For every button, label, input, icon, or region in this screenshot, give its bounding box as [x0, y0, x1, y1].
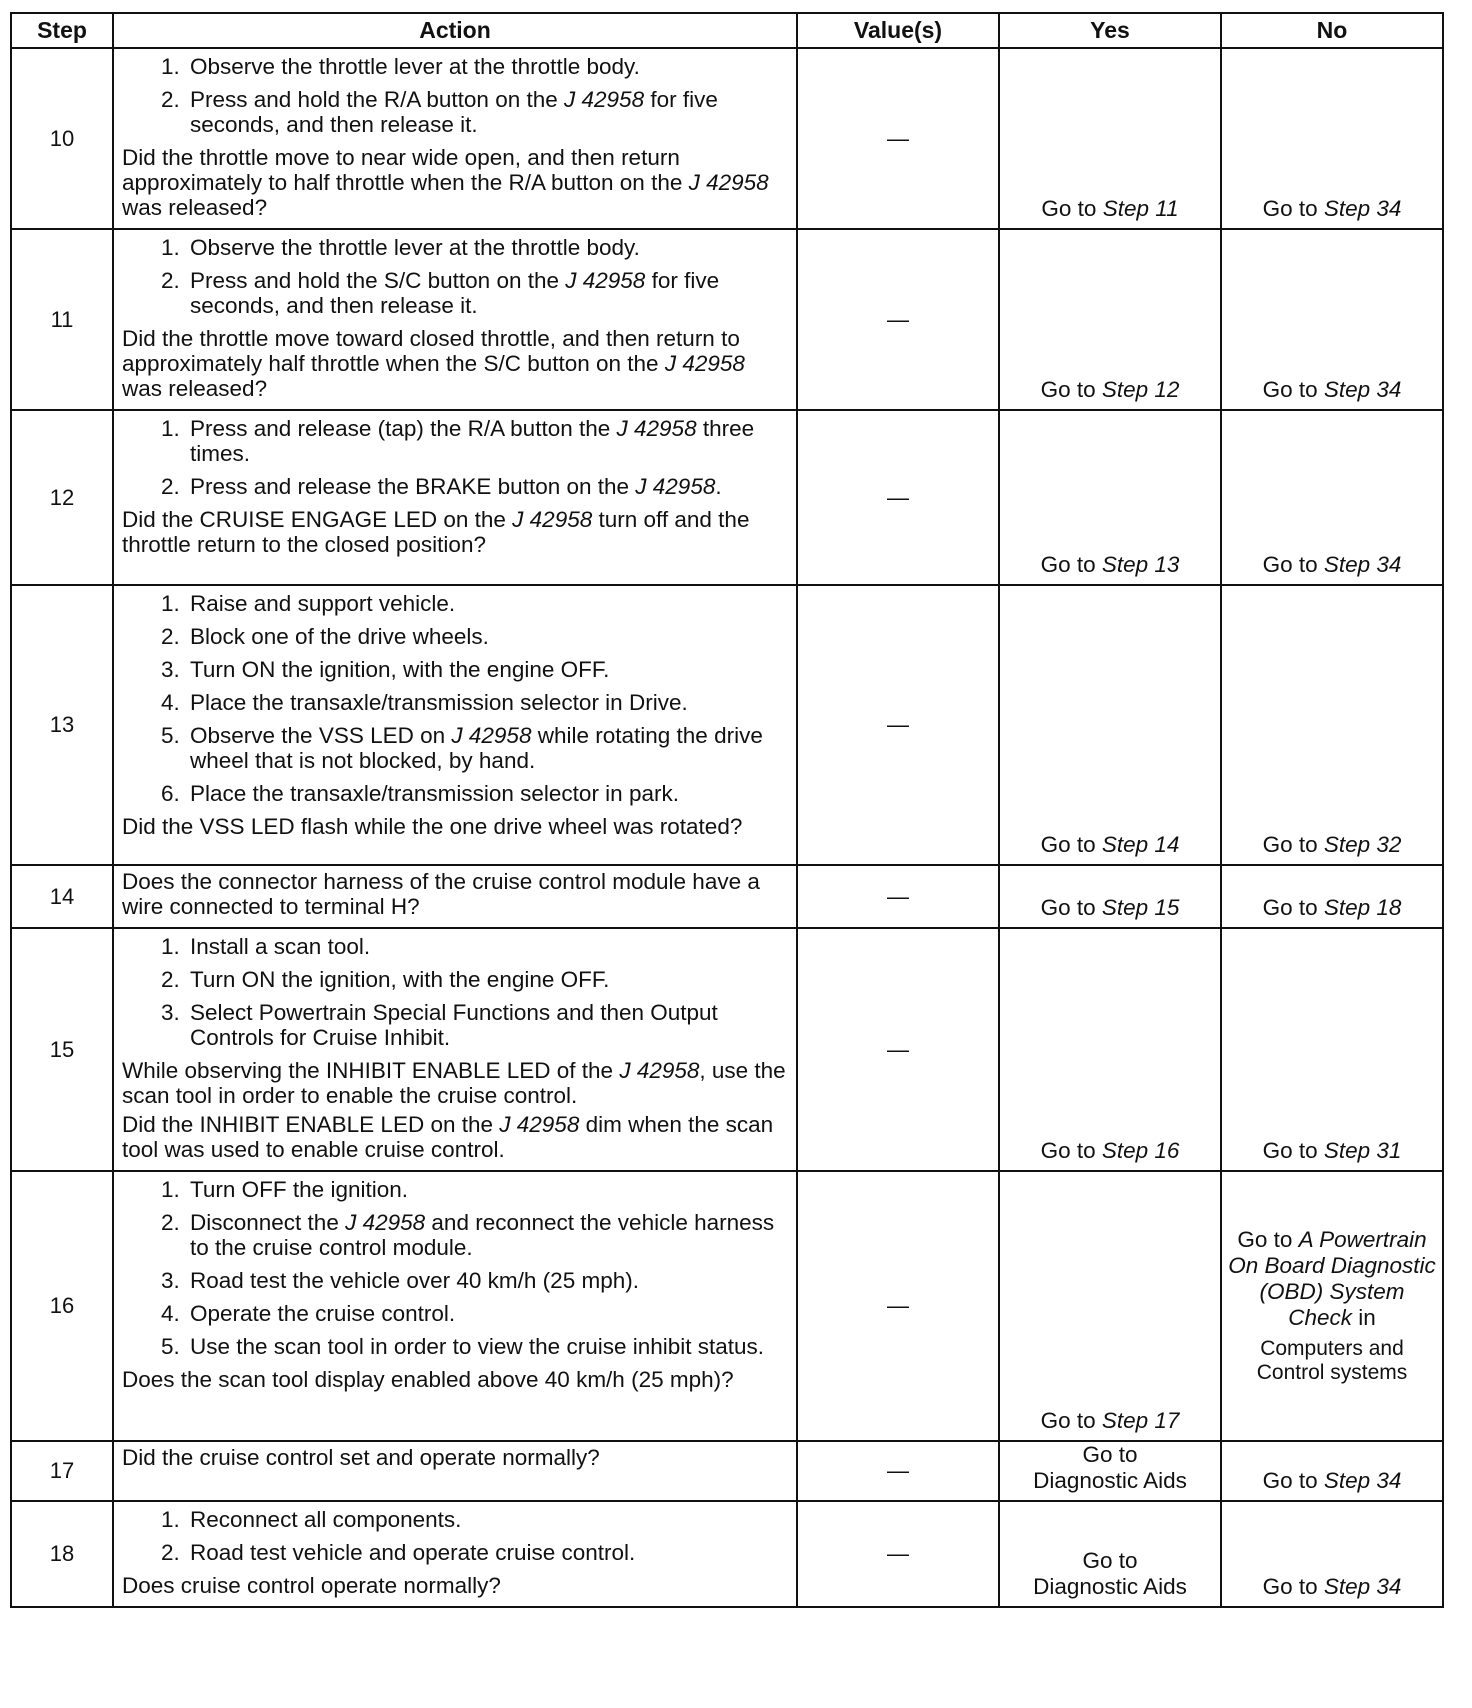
goto-text: Go to [1262, 196, 1318, 221]
question-text: Did the CRUISE ENGAGE LED on the [122, 507, 513, 532]
goto-text: Go to [1262, 1574, 1318, 1599]
item-text: for five seconds, and then release it. [190, 268, 720, 318]
goto-text: Go to [1040, 377, 1096, 402]
no-cell [1221, 585, 1443, 865]
action-list [122, 934, 788, 1050]
table-row [11, 928, 1443, 1171]
action-cell [113, 928, 797, 1171]
item-text: . [715, 474, 722, 499]
question-text: turn off and the throttle return to the closed position? [122, 507, 750, 557]
list-item: 1. Observe the throttle lever at the throttle body. [186, 235, 788, 260]
action-cell [113, 48, 797, 229]
header-no: No [1221, 13, 1443, 48]
action-list [122, 235, 788, 318]
value-cell: — [797, 48, 999, 229]
step-number: 17 [11, 1441, 113, 1501]
list-item [186, 416, 788, 466]
goto-step-link[interactable]: Step 34 [1323, 196, 1402, 221]
item-text: Disconnect the [190, 1210, 346, 1235]
question: Did the cruise control set and operate normally? [122, 1445, 600, 1470]
no-cell [1221, 1441, 1443, 1501]
question: Does cruise control operate normally? [122, 1573, 501, 1598]
question-text: was released? [122, 376, 268, 401]
goto-text: Go to [1237, 1227, 1293, 1252]
item-text: while rotating the drive wheel that is not blocked, by hand. [190, 723, 763, 773]
value-cell: — [797, 229, 999, 410]
step-number: 14 [11, 865, 113, 928]
item-text: Press and hold the R/A button on the [190, 87, 565, 112]
yes-cell [999, 229, 1221, 410]
action-cell [113, 410, 797, 585]
list-item [186, 1210, 788, 1260]
goto-text: Go to [1082, 1548, 1138, 1573]
goto-text: Go to [1040, 895, 1096, 920]
list-item [186, 87, 788, 137]
goto-text: Go to [1262, 1138, 1318, 1163]
no-cell [1221, 1501, 1443, 1607]
section-name: Computers and Control systems [1256, 1337, 1408, 1384]
no-cell [1221, 229, 1443, 410]
value-cell: — [797, 928, 999, 1171]
tool-ref: J 42958 [564, 87, 645, 112]
list-item: 1. Reconnect all components. [186, 1507, 788, 1532]
value-cell: — [797, 1501, 999, 1607]
obd-reference [1226, 1227, 1438, 1385]
item-text: Press and release the BRAKE button on the [190, 474, 636, 499]
table-row [11, 229, 1443, 410]
item-text: three times. [190, 416, 755, 466]
goto-text: Go to [1262, 377, 1318, 402]
action-cell [113, 585, 797, 865]
list-item: 6. Place the transaxle/transmission selector in park. [186, 781, 788, 806]
tool-ref: J 42958 [512, 507, 593, 532]
question: Does the scan tool display enabled above 40 km/h (25 mph)? [122, 1367, 734, 1392]
value-cell: — [797, 585, 999, 865]
tool-ref: J 42958 [345, 1210, 426, 1235]
question-text: Did the throttle move to near wide open, and then return approximately to half throttle when the R/A button on the [122, 145, 689, 195]
list-item: 5. Use the scan tool in order to view the cruise inhibit status. [186, 1334, 788, 1359]
yes-cell [999, 865, 1221, 928]
table-row [11, 585, 1443, 865]
item-text: and reconnect the vehicle harness to the cruise control module. [190, 1210, 775, 1260]
yes-cell [999, 928, 1221, 1171]
table-row [11, 410, 1443, 585]
tool-ref: J 42958 [688, 170, 769, 195]
question [122, 1112, 788, 1162]
header-row [11, 13, 1443, 48]
action-list [122, 591, 788, 806]
list-item [186, 268, 788, 318]
instruction-text: While observing the INHIBIT ENABLE LED of the [122, 1058, 620, 1083]
step-number: 10 [11, 48, 113, 229]
list-item: 4. Operate the cruise control. [186, 1301, 788, 1326]
goto-text: Go to [1262, 895, 1318, 920]
question: Does the connector harness of the cruise control module have a wire connected to terminal H? [122, 869, 760, 919]
list-item: 2. Turn ON the ignition, with the engine OFF. [186, 967, 788, 992]
in-text: in [1352, 1305, 1376, 1330]
goto-text: Go to [1040, 1408, 1096, 1433]
table-row [11, 1501, 1443, 1607]
step-number: 15 [11, 928, 113, 1171]
yes-cell [999, 48, 1221, 229]
diagnostic-table [10, 12, 1444, 1608]
goto-step-link[interactable]: Step 13 [1101, 552, 1180, 577]
step-number: 13 [11, 585, 113, 865]
goto-step-link[interactable]: Step 14 [1101, 832, 1180, 857]
goto-step-link[interactable]: Step 16 [1101, 1138, 1180, 1163]
instruction [122, 1058, 788, 1108]
diagnostic-aids-link[interactable]: Diagnostic Aids [1033, 1574, 1187, 1599]
goto-step-link[interactable]: Step 34 [1323, 552, 1402, 577]
list-item: 3. Select Powertrain Special Functions and then Output Controls for Cruise Inhibit. [186, 1000, 788, 1050]
list-item: 2. Block one of the drive wheels. [186, 624, 788, 649]
question [122, 326, 788, 401]
header-action: Action [113, 13, 797, 48]
step-number: 12 [11, 410, 113, 585]
list-item [186, 474, 788, 499]
goto-text: Go to [1082, 1442, 1138, 1467]
diagnostic-aids-link[interactable]: Diagnostic Aids [1033, 1468, 1187, 1493]
tool-ref: J 42958 [565, 268, 646, 293]
goto-step-link[interactable]: Step 17 [1101, 1408, 1180, 1433]
action-cell [113, 1441, 797, 1501]
step-number: 11 [11, 229, 113, 410]
value-cell: — [797, 1441, 999, 1501]
tool-ref: J 42958 [664, 351, 745, 376]
item-text: Observe the VSS LED on [190, 723, 452, 748]
question-text: Did the INHIBIT ENABLE LED on the [122, 1112, 500, 1137]
action-list [122, 54, 788, 137]
list-item: 3. Road test the vehicle over 40 km/h (25 mph). [186, 1268, 788, 1293]
goto-step-link[interactable]: Step 34 [1323, 1574, 1402, 1599]
goto-text: Go to [1262, 552, 1318, 577]
action-list [122, 1177, 788, 1359]
tool-ref: J 42958 [619, 1058, 700, 1083]
step-number: 18 [11, 1501, 113, 1607]
tool-ref: J 42958 [616, 416, 697, 441]
goto-text: Go to [1040, 1138, 1096, 1163]
question [122, 507, 788, 557]
header-values: Value(s) [797, 13, 999, 48]
list-item: 3. Turn ON the ignition, with the engine OFF. [186, 657, 788, 682]
question: Did the VSS LED flash while the one drive wheel was rotated? [122, 814, 743, 839]
table-row [11, 865, 1443, 928]
tool-ref: J 42958 [451, 723, 532, 748]
list-item [186, 723, 788, 773]
action-cell [113, 1171, 797, 1441]
item-text: for five seconds, and then release it. [190, 87, 718, 137]
no-cell [1221, 48, 1443, 229]
list-item: 1. Turn OFF the ignition. [186, 1177, 788, 1202]
yes-cell [999, 1441, 1221, 1501]
action-list [122, 416, 788, 499]
list-item: 4. Place the transaxle/transmission selector in Drive. [186, 690, 788, 715]
goto-text: Go to [1041, 196, 1097, 221]
item-text: Press and hold the S/C button on the [190, 268, 566, 293]
goto-step-link[interactable]: Step 12 [1101, 377, 1180, 402]
action-cell [113, 1501, 797, 1607]
value-cell: — [797, 410, 999, 585]
goto-text: Go to [1262, 1468, 1318, 1493]
yes-cell [999, 1501, 1221, 1607]
goto-text: Go to [1262, 832, 1318, 857]
no-cell [1221, 928, 1443, 1171]
no-cell [1221, 1171, 1443, 1441]
goto-step-link[interactable]: Step 15 [1101, 895, 1180, 920]
value-cell: — [797, 1171, 999, 1441]
list-item: 1. Observe the throttle lever at the throttle body. [186, 54, 788, 79]
action-cell [113, 229, 797, 410]
obd-check-link[interactable]: A Powertrain On Board Diagnostic (OBD) System Check [1228, 1227, 1436, 1330]
goto-step-link[interactable]: Step 11 [1102, 196, 1179, 221]
table-row [11, 48, 1443, 229]
table-row [11, 1171, 1443, 1441]
step-number: 16 [11, 1171, 113, 1441]
value-cell: — [797, 865, 999, 928]
no-cell [1221, 410, 1443, 585]
question-text: dim when the scan tool was used to enable cruise control. [122, 1112, 774, 1162]
item-text: Press and release (tap) the R/A button the [190, 416, 617, 441]
action-cell [113, 865, 797, 928]
yes-cell [999, 1171, 1221, 1441]
no-cell [1221, 865, 1443, 928]
question [122, 145, 788, 220]
goto-step-link[interactable]: Step 34 [1323, 1468, 1402, 1493]
list-item: 1. Raise and support vehicle. [186, 591, 788, 616]
question-text: was released? [122, 195, 268, 220]
goto-step-link[interactable]: Step 31 [1323, 1138, 1402, 1163]
tool-ref: J 42958 [499, 1112, 580, 1137]
list-item: 2. Road test vehicle and operate cruise control. [186, 1540, 788, 1565]
tool-ref: J 42958 [635, 474, 716, 499]
yes-cell [999, 410, 1221, 585]
goto-step-link[interactable]: Step 32 [1323, 832, 1402, 857]
goto-text: Go to [1040, 832, 1096, 857]
goto-step-link[interactable]: Step 18 [1323, 895, 1402, 920]
instruction-text: , use the scan tool in order to enable the cruise control. [122, 1058, 786, 1108]
table-row [11, 1441, 1443, 1501]
goto-step-link[interactable]: Step 34 [1323, 377, 1402, 402]
action-list [122, 1507, 788, 1565]
list-item: 1. Install a scan tool. [186, 934, 788, 959]
header-yes: Yes [999, 13, 1221, 48]
yes-cell [999, 585, 1221, 865]
question-text: Did the throttle move toward closed throttle, and then return to approximately half throttle when the S/C button on the [122, 326, 740, 376]
goto-text: Go to [1040, 552, 1096, 577]
header-step: Step [11, 13, 113, 48]
